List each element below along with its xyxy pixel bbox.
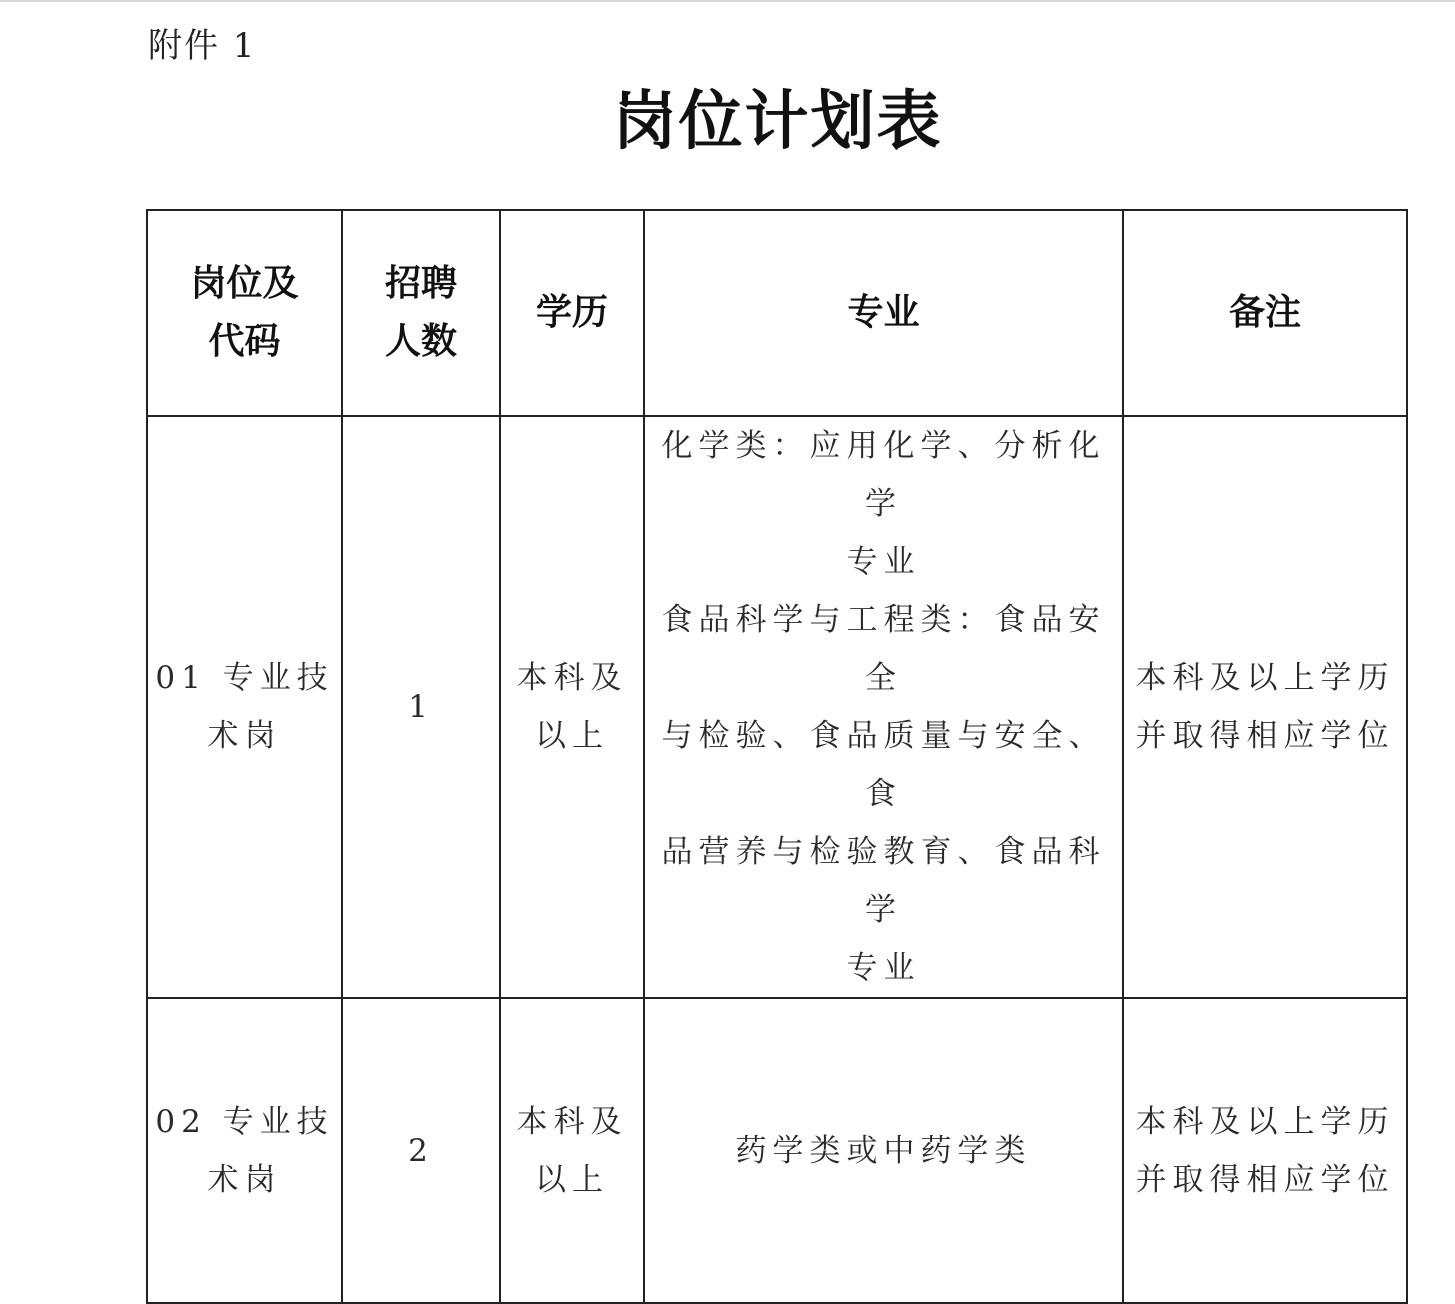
notes-line-2: 并取得相应学位	[1135, 718, 1395, 754]
table-row	[147, 416, 1407, 998]
major-line: 与检验、食品质量与安全、食	[661, 718, 1106, 812]
notes-line-1: 本科及以上学历	[1135, 1103, 1395, 1140]
notes-line-1: 本科及以上学历	[1135, 660, 1395, 696]
header-count-line-2: 人数	[384, 321, 457, 362]
header-education: 学历	[500, 210, 644, 416]
attachment-label: 附件 1	[148, 26, 257, 66]
table-header-row	[147, 210, 1407, 416]
table-row	[147, 998, 1407, 1303]
cell-major	[644, 998, 1123, 1303]
major-line: 食品科学与工程类：食品安全	[661, 602, 1106, 696]
header-position-line-1: 岗位及	[190, 263, 299, 304]
top-border-line	[0, 0, 1455, 2]
position-plan-table	[146, 209, 1408, 1304]
cell-education	[500, 416, 644, 998]
cell-notes	[1123, 998, 1407, 1303]
education-line-2: 以上	[535, 1161, 609, 1198]
cell-position	[147, 998, 342, 1303]
notes-line-2: 并取得相应学位	[1135, 1161, 1395, 1198]
cell-major	[644, 416, 1123, 998]
major-line: 药学类或中药学类	[735, 1132, 1032, 1169]
cell-position	[147, 416, 342, 998]
document-title: 岗位计划表	[612, 85, 943, 159]
major-line: 品营养与检验教育、食品科学	[661, 834, 1106, 928]
header-position-line-2: 代码	[208, 321, 281, 362]
cell-notes	[1123, 416, 1407, 998]
education-line-1: 本科及	[516, 660, 628, 696]
major-line: 化学类：应用化学、分析化学	[661, 428, 1106, 522]
cell-count: 1	[342, 416, 500, 998]
cell-education	[500, 998, 644, 1303]
cell-count: 2	[342, 998, 500, 1303]
position-line-2: 术岗	[207, 1161, 282, 1198]
header-major: 专业	[644, 210, 1123, 416]
major-line: 专业	[846, 950, 921, 986]
education-line-2: 以上	[535, 718, 609, 754]
position-line-2: 术岗	[207, 718, 282, 754]
education-line-1: 本科及	[516, 1103, 628, 1140]
position-line-1: 02 专业技	[155, 1103, 334, 1140]
major-line: 专业	[846, 544, 921, 580]
header-notes: 备注	[1123, 210, 1407, 416]
header-position-code	[147, 210, 342, 416]
position-line-1: 01 专业技	[155, 660, 334, 696]
header-count-line-1: 招聘	[384, 263, 457, 304]
header-hire-count	[342, 210, 500, 416]
